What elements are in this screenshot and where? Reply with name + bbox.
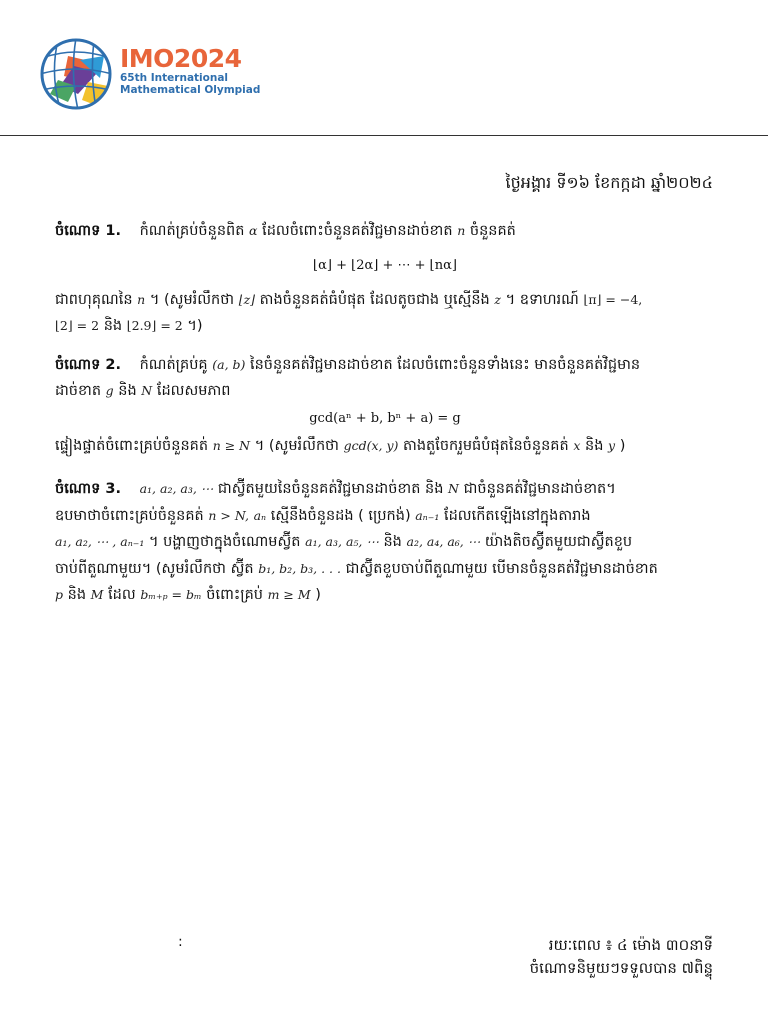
problem-3-text: ។ បង្ហាញថាក្នុងចំណោមស្វ៊ីត	[148, 534, 301, 550]
problem-1-text: ចំនួនគត់	[469, 223, 516, 239]
math-g: g	[105, 383, 114, 398]
problem-2-text: និង	[118, 383, 137, 399]
math-gcd: gcd(x, y)	[343, 438, 399, 453]
problem-1-text: និង	[103, 318, 123, 334]
problem-2-text: និង	[585, 438, 604, 454]
math-sequence-a: a₁, a₂, a₃, ⋯	[139, 481, 214, 496]
problem-3-text: ឧបមាថាចំពោះគ្រប់ចំនួនគត់	[55, 507, 204, 524]
problem-1-text: កំណត់គ្រប់ចំនួនពិត	[139, 223, 245, 239]
problem-2-line1	[55, 352, 715, 378]
problem-3-text: ជាស្វ៊ីតខួបចាប់ពីតួណាមួយ បើមានចំនួនគត់វិជ្ជមានដាច់ខាត	[345, 560, 658, 577]
problem-1-text: ។)	[187, 318, 203, 334]
math-period-condition: bₘ₊ₚ = bₘ	[140, 587, 202, 602]
problem-3-line5	[55, 582, 715, 609]
problem-2-text: តាងតួចែករួមធំបំផុតនៃចំនួនគត់	[403, 438, 569, 454]
header-divider	[0, 135, 768, 136]
math-an-minus-1: aₙ₋₁	[415, 507, 440, 523]
problem-1-text: ជាពហុគុណនៃ	[55, 292, 133, 308]
math-n: n	[457, 223, 466, 238]
problem-3-text: ចាប់ពីតួណាមួយ។ (សូមរំលឹកថា ស្វ៊ីត	[55, 560, 254, 577]
math-sequence-b: b₁, b₂, b₃, . . .	[258, 560, 341, 576]
imo-logo	[38, 36, 114, 112]
problem-3-text: ដែលកើតឡើងនៅក្នុងតារាង	[443, 507, 591, 524]
problem-3-text: ជាចំនួនគត់វិជ្ជមានដាច់ខាត។	[463, 481, 616, 497]
problem-2	[55, 352, 715, 459]
math-example-1: ⌊π⌋ = −4,	[583, 292, 643, 307]
problem-3-text: )	[315, 587, 321, 603]
problem-3-text: ដែល	[108, 587, 136, 603]
problem-3-text: ជាស្វ៊ីតមួយនៃចំនួនគត់វិជ្ជមានដាច់ខាត និង	[217, 481, 444, 497]
problem-2-label: ចំណោទ 2.	[55, 357, 121, 373]
problem-3-text: ចំពោះគ្រប់	[206, 587, 263, 603]
problem-3-text: និង	[383, 534, 402, 550]
problem-1-label: ចំណោទ 1.	[55, 223, 121, 239]
math-an: aₙ	[253, 507, 267, 523]
math-floor-z: ⌊z⌋	[238, 292, 256, 307]
imo-subtitle-line1: 65th International	[120, 72, 229, 84]
math-M: M	[90, 587, 104, 602]
time-limit: រយៈពេល ៖ ៤ ម៉ោង ៣០នាទី	[548, 936, 713, 954]
problem-2-text: ដែលសមភាព	[156, 383, 231, 399]
math-z: z	[494, 292, 501, 307]
math-N: N	[448, 481, 459, 496]
math-m-condition: m ≥ M	[267, 587, 311, 602]
footer-info	[530, 934, 713, 980]
problem-3-text: ស្មើនឹងចំនួនដង ( ប្រេកង់)	[270, 507, 411, 524]
problem-2-text: នៃចំនួនគត់វិជ្ជមានដាច់ខាត ដែលចំពោះចំនួនទាំងនេះ មានចំនួនគត់វិជ្ជមាន	[250, 357, 641, 373]
math-x: x	[573, 438, 581, 453]
problem-2-line3	[55, 433, 715, 459]
math-even-terms: a₂, a₄, a₆, ⋯	[406, 534, 481, 549]
problem-1-text: ។ ឧទាហរណ៍	[505, 292, 579, 308]
problem-2-formula: gcd(aⁿ + b, bⁿ + a) = g	[309, 411, 461, 426]
math-condition: n > N,	[208, 507, 249, 523]
math-list: a₁, a₂, ⋯ , aₙ₋₁	[55, 534, 145, 549]
problem-3-line2	[55, 503, 715, 530]
problem-3-label: ចំណោទ 3.	[55, 481, 121, 497]
problem-3	[55, 476, 715, 609]
points-info: ចំណោទនិមួយៗទទួលបាន ៧ពិន្ទុ	[529, 959, 713, 977]
problem-3-text: និង	[67, 587, 87, 603]
imo-logo-text	[120, 46, 260, 96]
problem-3-text: យ៉ាងតិចស្វ៊ីតមួយជាស្វ៊ីតខួប	[484, 534, 633, 550]
problem-2-text: ដាច់ខាត	[55, 383, 102, 399]
math-p: p	[55, 587, 64, 602]
problem-1-line3	[55, 313, 715, 339]
problem-1-line1	[55, 218, 715, 244]
problem-2-text: ផ្ទៀងផ្ទាត់ចំពោះគ្រប់ចំនួនគត់	[55, 438, 209, 454]
problem-3-line3	[55, 529, 715, 556]
imo-subtitle-line2: Mathematical Olympiad	[120, 84, 261, 96]
problem-1-formula: ⌊α⌋ + ⌊2α⌋ + ⋯ + ⌊nα⌋	[313, 258, 457, 273]
math-example-3: ⌊2.9⌋ = 2	[126, 318, 183, 333]
math-condition: n ≥ N	[212, 438, 251, 453]
footer-colon: :	[178, 934, 183, 950]
problem-2-text: កំណត់គ្រប់គូ	[139, 357, 208, 373]
math-example-2: ⌊2⌋ = 2	[55, 318, 100, 333]
problem-2-text: )	[619, 438, 626, 454]
math-alpha: α	[249, 223, 258, 238]
math-odd-terms: a₁, a₃, a₅, ⋯	[305, 534, 379, 549]
problem-1-line2	[55, 287, 715, 313]
imo-title: IMO2024	[120, 44, 242, 73]
problem-3-line1	[55, 476, 715, 503]
math-N: N	[141, 383, 153, 398]
problem-1-text: ដែលចំពោះចំនួនគត់វិជ្ជមានដាច់ខាត	[262, 223, 453, 239]
problem-1-text: ។ (សូមរំលឹកថា	[149, 292, 235, 308]
problem-1-text: តាងចំនួនគត់ធំបំផុត ដែលតូចជាង ឬស្មើនឹង	[259, 292, 490, 308]
math-y: y	[608, 438, 616, 453]
problem-2-text: ។ (សូមរំលឹកថា	[254, 438, 339, 454]
problem-2-line2	[55, 378, 715, 404]
problem-3-line4	[55, 556, 715, 583]
math-pair: (a, b)	[212, 357, 246, 372]
problem-1	[55, 218, 715, 339]
math-n: n	[137, 292, 146, 307]
exam-date: ថ្ងៃអង្គារ ទី១៦ ខែកក្កដា ឆ្នាំ២០២៤	[505, 173, 713, 192]
